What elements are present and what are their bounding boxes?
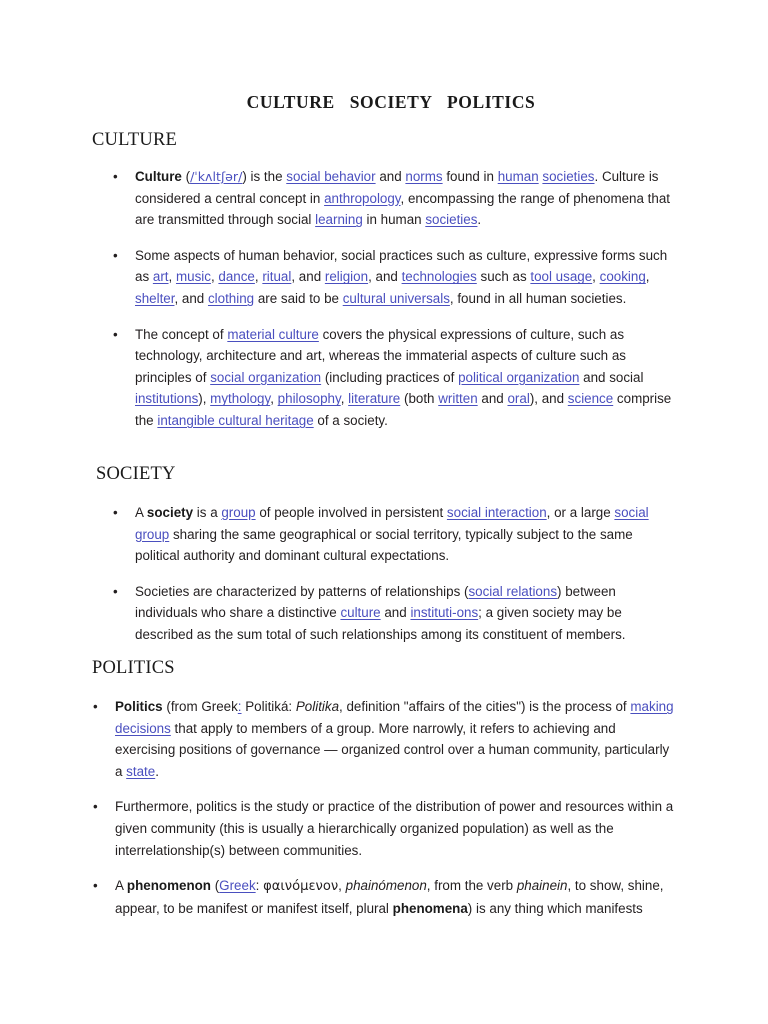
hyperlink[interactable]: technologies	[401, 269, 477, 285]
text-run: (from Greek	[162, 699, 238, 714]
bullet-list-society	[113, 502, 676, 646]
text-run: ,	[340, 391, 349, 407]
text-run: (	[210, 878, 220, 894]
bullet-marker-icon: •	[113, 169, 118, 184]
text-run: covers the physical expressions of culture, such as technology, architecture and art, whereas the immaterial aspects of culture such as principles of	[135, 326, 626, 385]
hyperlink[interactable]: philosophy	[277, 391, 341, 407]
bullet-text	[135, 502, 676, 567]
text-run: .	[477, 212, 482, 228]
hyperlink[interactable]: dance	[218, 269, 255, 285]
text-run: , definition "affairs of the cities") is the process of	[339, 699, 631, 714]
hyperlink[interactable]: material culture	[227, 326, 319, 342]
text-run: Politika	[295, 699, 340, 714]
hyperlink[interactable]: societies	[542, 169, 595, 184]
hyperlink[interactable]: intangible cultural heritage	[157, 412, 314, 428]
bullet-marker-icon: •	[113, 505, 118, 520]
bullet-culture-aspects	[113, 245, 676, 310]
text-run: , and	[174, 290, 208, 306]
hyperlink[interactable]: music	[175, 269, 211, 285]
bullet-marker-icon: •	[113, 247, 118, 263]
text-run: Politiká:	[241, 699, 296, 714]
bullet-marker-icon: •	[113, 326, 118, 342]
hyperlink[interactable]: /ˈkʌltʃər/	[190, 169, 243, 184]
text-run: Some aspects of human behavior, social practices such as culture, expressive forms such as	[135, 247, 668, 285]
bullet-list-culture	[113, 166, 676, 432]
text-run: are said to be	[254, 290, 343, 306]
text-run: comprise the	[135, 391, 672, 428]
bullet-text	[115, 796, 676, 861]
text-run: ), and	[529, 391, 568, 407]
bullet-marker-icon: •	[113, 583, 118, 599]
bullet-marker-icon: •	[93, 699, 98, 714]
text-run: is a	[193, 505, 222, 520]
hyperlink[interactable]: political organization	[458, 369, 580, 385]
hyperlink[interactable]: literature	[348, 391, 401, 407]
hyperlink[interactable]: cooking	[599, 269, 646, 285]
text-run: , and	[291, 269, 325, 285]
text-run: ) is any thing which manifests	[467, 900, 643, 916]
bullet-politics-distribution	[93, 796, 676, 861]
text-run: ,	[210, 269, 219, 285]
text-run: . Culture is considered a central concept in	[135, 169, 659, 206]
hyperlink[interactable]: tool usage	[530, 269, 593, 285]
text-run: (both	[400, 391, 439, 407]
hyperlink[interactable]: state	[126, 763, 156, 779]
hyperlink[interactable]: norms	[405, 169, 443, 184]
hyperlink[interactable]: instituti-ons	[410, 605, 479, 621]
text-run: found in	[442, 169, 498, 184]
text-run: A	[135, 505, 147, 520]
text-run: of people involved in persistent	[255, 505, 447, 520]
hyperlink[interactable]: :	[237, 699, 242, 714]
text-run: phenomenon	[126, 878, 211, 894]
hyperlink[interactable]: clothing	[207, 290, 255, 306]
hyperlink[interactable]: mythology	[210, 391, 271, 407]
text-run: , encompassing the range of phenomena that are transmitted through social	[135, 190, 671, 228]
text-run: sharing the same geographical or social territory, typically subject to the same political authority and dominant cultural expectations.	[135, 526, 633, 564]
text-run: .	[155, 763, 159, 779]
bullet-text	[135, 166, 676, 231]
hyperlink[interactable]: societies	[425, 212, 478, 228]
bullet-society-relationships	[113, 581, 676, 646]
bullet-politics-phenomenon	[93, 875, 676, 919]
bullet-marker-icon: •	[93, 878, 98, 894]
hyperlink[interactable]: social behavior	[286, 169, 376, 184]
text-run: φαινόμενον	[263, 879, 339, 895]
text-run: and	[375, 169, 406, 184]
text-run: ) is the	[242, 169, 287, 184]
hyperlink[interactable]: institutions	[135, 391, 199, 407]
hyperlink[interactable]: group	[221, 505, 256, 520]
bullet-text	[135, 581, 676, 646]
text-run: , and	[368, 269, 402, 285]
hyperlink[interactable]: religion	[324, 269, 369, 285]
bullet-culture-material	[113, 324, 676, 432]
hyperlink[interactable]: shelter	[135, 290, 175, 306]
hyperlink[interactable]: science	[567, 391, 614, 407]
text-run: and	[380, 605, 411, 621]
text-run: of a society.	[313, 412, 388, 428]
hyperlink[interactable]: cultural universals	[342, 290, 450, 306]
text-run: Politics	[115, 699, 163, 714]
hyperlink[interactable]: social interaction	[446, 505, 547, 520]
text-run: that apply to members of a group. More narrowly, it refers to achieving and exercising positions of governance — organized control over a human community, particularly a	[115, 720, 670, 779]
text-run: Culture	[135, 169, 182, 184]
hyperlink[interactable]: social relations	[468, 583, 558, 599]
text-run: society	[146, 505, 194, 520]
hyperlink[interactable]: social organization	[210, 369, 322, 385]
text-run: Societies are characterized by patterns of relationships (	[135, 583, 469, 599]
hyperlink[interactable]: culture	[340, 605, 381, 621]
text-run: (	[181, 169, 191, 184]
bullet-text	[135, 245, 676, 310]
text-run: such as	[476, 269, 531, 285]
bullet-society-definition	[113, 502, 676, 567]
hyperlink[interactable]: human	[497, 169, 539, 184]
text-run: ,	[270, 391, 278, 407]
text-run: :	[255, 878, 264, 894]
text-run: , to show, shine, appear, to be manifest or manifest itself, plural	[115, 878, 664, 916]
hyperlink[interactable]: making decisions	[115, 699, 674, 736]
text-run: , found in all human societies.	[449, 290, 627, 306]
hyperlink[interactable]: oral	[507, 391, 530, 407]
page-title: CULTURE SOCIETY POLITICS	[246, 92, 536, 112]
text-run: , from the verb	[426, 878, 517, 894]
section-heading-politics: POLITICS	[92, 658, 175, 678]
text-run: phainein	[516, 878, 568, 894]
text-run: phenomena	[392, 900, 468, 916]
hyperlink[interactable]: anthropology	[324, 190, 401, 206]
text-run: ) between individuals who share a distinctive	[135, 583, 616, 621]
text-run: and social	[579, 369, 644, 385]
text-run: ; a given society may be described as the sum total of such relationships among its constituent of members.	[135, 605, 626, 642]
text-run: A	[115, 878, 127, 894]
text-run: Furthermore, politics is the study or practice of the distribution of power and resources within a given community (this is usually a hierarchically organized population) as well as the interrelationship(s) between communities.	[115, 799, 674, 858]
bullet-text	[115, 875, 676, 919]
bullet-culture-definition	[113, 166, 676, 231]
text-run: in human	[362, 212, 426, 228]
bullet-text	[115, 696, 676, 782]
text-run: ,	[592, 269, 600, 285]
hyperlink[interactable]: art	[152, 269, 169, 285]
section-heading-culture: CULTURE	[92, 130, 178, 150]
bullet-marker-icon: •	[93, 799, 98, 815]
hyperlink[interactable]: social group	[135, 505, 649, 542]
bullet-text	[135, 324, 676, 432]
text-run: ,	[338, 878, 346, 894]
text-run: The concept of	[135, 326, 228, 342]
hyperlink[interactable]: ritual	[262, 269, 292, 285]
text-run: ,	[168, 269, 176, 285]
text-run: ),	[198, 391, 211, 407]
hyperlink[interactable]: learning	[315, 212, 363, 228]
hyperlink[interactable]: written	[438, 391, 478, 407]
section-heading-society: SOCIETY	[96, 464, 176, 484]
bullet-list-politics	[93, 696, 676, 919]
text-run: (including practices of	[321, 369, 459, 385]
text-run: ,	[254, 269, 263, 285]
bullet-politics-definition	[93, 696, 676, 782]
hyperlink[interactable]: Greek	[219, 878, 256, 894]
text-run: ,	[645, 269, 650, 285]
text-run: phainómenon	[345, 878, 427, 894]
text-run: , or a large	[546, 505, 615, 520]
text-run: and	[477, 391, 508, 407]
